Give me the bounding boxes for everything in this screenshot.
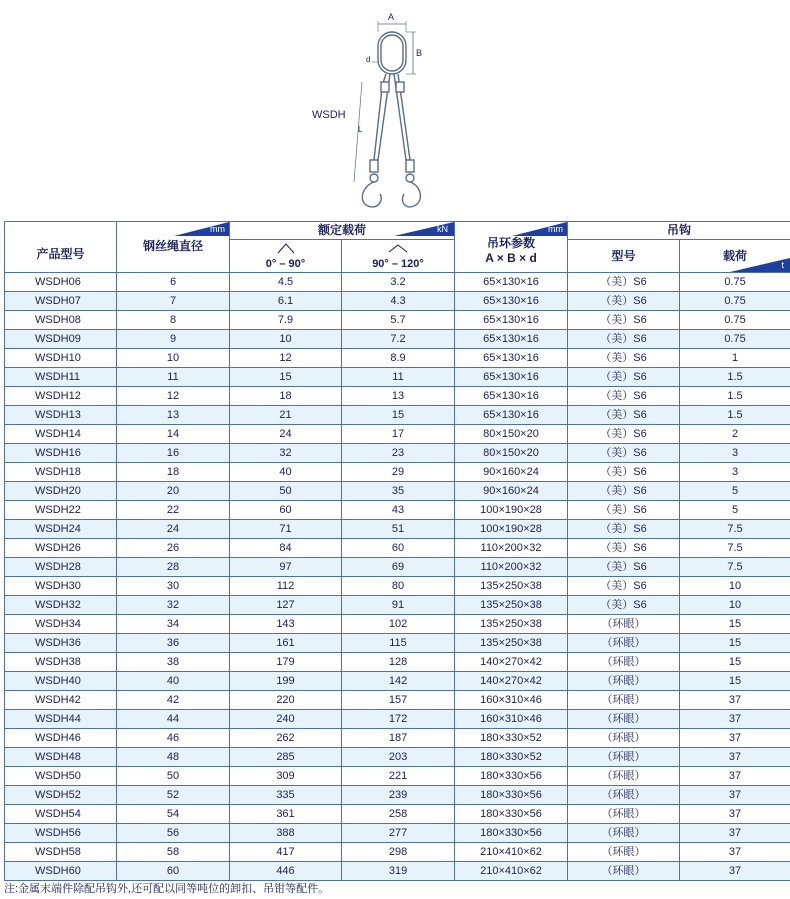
cell-hook-load: 15 [680,615,790,634]
cell-model: WSDH36 [5,634,117,653]
cell-load2: 11 [342,368,455,387]
cell-rope: 14 [117,425,230,444]
cell-model: WSDH56 [5,824,117,843]
cell-hook-load: 37 [680,767,790,786]
table-row [5,843,790,862]
table-row [5,330,790,349]
cell-model: WSDH24 [5,520,117,539]
table-row [5,653,790,672]
diagram-model-label: WSDH [312,109,346,121]
cell-hook-type: （环眼） [568,653,680,672]
header-rope-diameter: mm 钢丝绳直径 [117,222,230,273]
cell-load1: 18 [230,387,342,406]
cell-rope: 6 [117,273,230,292]
cell-model: WSDH40 [5,672,117,691]
cell-model: WSDH48 [5,748,117,767]
cell-load1: 262 [230,729,342,748]
cell-load1: 21 [230,406,342,425]
table-row [5,292,790,311]
cell-ring: 65×130×16 [455,311,568,330]
dim-b-label: B [416,48,423,58]
table-row [5,767,790,786]
cell-load1: 7.9 [230,311,342,330]
cell-rope: 44 [117,710,230,729]
cell-load2: 157 [342,691,455,710]
cell-rope: 36 [117,634,230,653]
cell-load2: 80 [342,577,455,596]
dim-d-label: d [366,55,371,64]
cell-model: WSDH38 [5,653,117,672]
cell-load1: 71 [230,520,342,539]
cell-load2: 35 [342,482,455,501]
cell-model: WSDH60 [5,862,117,881]
cell-hook-load: 37 [680,691,790,710]
cell-load2: 69 [342,558,455,577]
cell-model: WSDH26 [5,539,117,558]
header-hook-load: 载荷 t [680,240,790,273]
cell-model: WSDH11 [5,368,117,387]
cell-hook-load: 2 [680,425,790,444]
header-angle-2: 90° – 120° [342,240,455,273]
dim-a-label: A [388,12,395,22]
cell-model: WSDH09 [5,330,117,349]
cell-hook-type: （美）S6 [568,311,680,330]
cell-hook-type: （环眼） [568,843,680,862]
cell-hook-load: 15 [680,653,790,672]
cell-hook-type: （环眼） [568,805,680,824]
cell-hook-type: （美）S6 [568,501,680,520]
cell-load1: 127 [230,596,342,615]
cell-hook-load: 37 [680,786,790,805]
cell-hook-load: 10 [680,596,790,615]
cell-hook-type: （美）S6 [568,463,680,482]
cell-hook-load: 1.5 [680,387,790,406]
cell-hook-load: 5 [680,501,790,520]
cell-load1: 4.5 [230,273,342,292]
cell-ring: 160×310×46 [455,710,568,729]
cell-hook-type: （环眼） [568,634,680,653]
cell-hook-load: 5 [680,482,790,501]
cell-load1: 112 [230,577,342,596]
header-rated-load: 额定载荷 kN [230,222,455,240]
table-row [5,786,790,805]
cell-ring: 160×310×46 [455,691,568,710]
table-row [5,463,790,482]
cell-load2: 128 [342,653,455,672]
table-row [5,672,790,691]
table-row [5,824,790,843]
cell-ring: 90×160×24 [455,482,568,501]
cell-rope: 30 [117,577,230,596]
cell-hook-load: 15 [680,672,790,691]
cell-model: WSDH16 [5,444,117,463]
cell-load1: 309 [230,767,342,786]
cell-rope: 7 [117,292,230,311]
cell-hook-load: 1.5 [680,406,790,425]
cell-model: WSDH10 [5,349,117,368]
cell-load2: 51 [342,520,455,539]
footnote: 注:金属末端件除配吊钩外,还可配以同等吨位的卸扣、吊钳等配件。 [4,883,330,895]
cell-hook-load: 0.75 [680,311,790,330]
table-row [5,710,790,729]
cell-load2: 8.9 [342,349,455,368]
cell-model: WSDH13 [5,406,117,425]
table-row [5,406,790,425]
cell-ring: 140×270×42 [455,653,568,672]
cell-load2: 298 [342,843,455,862]
table-row [5,748,790,767]
cell-hook-type: （环眼） [568,786,680,805]
cell-load1: 6.1 [230,292,342,311]
cell-load1: 15 [230,368,342,387]
table-row [5,539,790,558]
cell-load1: 40 [230,463,342,482]
table-row [5,349,790,368]
cell-model: WSDH50 [5,767,117,786]
cell-rope: 48 [117,748,230,767]
cell-load1: 50 [230,482,342,501]
cell-rope: 16 [117,444,230,463]
cell-hook-load: 37 [680,748,790,767]
cell-ring: 65×130×16 [455,330,568,349]
rope-unit: mm [210,224,225,234]
cell-hook-type: （环眼） [568,615,680,634]
cell-hook-load: 3 [680,444,790,463]
cell-ring: 90×160×24 [455,463,568,482]
cell-load2: 43 [342,501,455,520]
cell-load2: 172 [342,710,455,729]
cell-model: WSDH18 [5,463,117,482]
cell-ring: 65×130×16 [455,368,568,387]
header-model: 产品型号 [5,222,117,273]
cell-load1: 446 [230,862,342,881]
cell-rope: 50 [117,767,230,786]
cell-hook-type: （环眼） [568,748,680,767]
ring-formula: A × B × d [485,251,537,265]
cell-hook-load: 7.5 [680,539,790,558]
cell-ring: 80×150×20 [455,425,568,444]
table-row [5,520,790,539]
cell-load2: 29 [342,463,455,482]
cell-load2: 7.2 [342,330,455,349]
cell-hook-load: 15 [680,634,790,653]
cell-load2: 258 [342,805,455,824]
cell-load2: 239 [342,786,455,805]
cell-ring: 100×190×28 [455,520,568,539]
cell-hook-type: （美）S6 [568,330,680,349]
cell-rope: 46 [117,729,230,748]
ring-unit: mm [548,224,564,234]
cell-rope: 11 [117,368,230,387]
cell-model: WSDH58 [5,843,117,862]
cell-model: WSDH34 [5,615,117,634]
cell-hook-load: 7.5 [680,558,790,577]
cell-ring: 110×200×32 [455,558,568,577]
cell-hook-type: （美）S6 [568,349,680,368]
cell-rope: 8 [117,311,230,330]
cell-ring: 135×250×38 [455,634,568,653]
cell-hook-type: （美）S6 [568,482,680,501]
cell-hook-type: （美）S6 [568,368,680,387]
cell-hook-load: 37 [680,824,790,843]
cell-ring: 135×250×38 [455,577,568,596]
cell-ring: 140×270×42 [455,672,568,691]
cell-load1: 361 [230,805,342,824]
cell-rope: 20 [117,482,230,501]
cell-load1: 10 [230,330,342,349]
header-angle-1: 0° – 90° [230,240,342,273]
header-hook: 吊钩 [568,222,790,240]
cell-load2: 13 [342,387,455,406]
cell-load2: 221 [342,767,455,786]
header-hook-type: 型号 [568,240,680,273]
cell-load2: 91 [342,596,455,615]
cell-hook-load: 10 [680,577,790,596]
cell-rope: 42 [117,691,230,710]
hook-unit: t [781,260,785,270]
table-row [5,501,790,520]
cell-model: WSDH42 [5,691,117,710]
cell-load1: 388 [230,824,342,843]
cell-load2: 115 [342,634,455,653]
header-ring-params: mm 吊环参数 A × B × d [455,222,568,273]
cell-hook-type: （美）S6 [568,520,680,539]
cell-load1: 335 [230,786,342,805]
cell-model: WSDH20 [5,482,117,501]
cell-rope: 10 [117,349,230,368]
cell-load1: 285 [230,748,342,767]
cell-model: WSDH07 [5,292,117,311]
cell-model: WSDH08 [5,311,117,330]
cell-rope: 12 [117,387,230,406]
table-row [5,634,790,653]
table-row [5,368,790,387]
cell-rope: 28 [117,558,230,577]
cell-model: WSDH52 [5,786,117,805]
cell-load1: 12 [230,349,342,368]
cell-hook-load: 0.75 [680,273,790,292]
cell-rope: 54 [117,805,230,824]
sling-diagram [300,10,460,215]
table-row [5,558,790,577]
angle-icon [388,241,408,255]
cell-rope: 60 [117,862,230,881]
cell-hook-type: （环眼） [568,672,680,691]
cell-ring: 65×130×16 [455,387,568,406]
table-row [5,862,790,881]
cell-hook-type: （环眼） [568,729,680,748]
table-row [5,425,790,444]
table-row [5,577,790,596]
cell-load1: 24 [230,425,342,444]
cell-load1: 84 [230,539,342,558]
cell-ring: 210×410×62 [455,862,568,881]
dim-l-label: L [358,125,363,134]
cell-model: WSDH12 [5,387,117,406]
cell-load2: 5.7 [342,311,455,330]
angle-icon [276,241,296,255]
cell-model: WSDH14 [5,425,117,444]
cell-model: WSDH46 [5,729,117,748]
cell-load1: 240 [230,710,342,729]
cell-load2: 17 [342,425,455,444]
cell-ring: 180×330×52 [455,748,568,767]
cell-load2: 319 [342,862,455,881]
cell-model: WSDH32 [5,596,117,615]
cell-hook-type: （环眼） [568,862,680,881]
cell-ring: 110×200×32 [455,539,568,558]
cell-load2: 4.3 [342,292,455,311]
cell-rope: 34 [117,615,230,634]
cell-ring: 65×130×16 [455,406,568,425]
cell-rope: 56 [117,824,230,843]
cell-hook-type: （美）S6 [568,425,680,444]
cell-rope: 24 [117,520,230,539]
cell-hook-load: 37 [680,805,790,824]
cell-load2: 23 [342,444,455,463]
cell-load1: 143 [230,615,342,634]
cell-hook-load: 37 [680,862,790,881]
cell-hook-type: （环眼） [568,710,680,729]
cell-ring: 135×250×38 [455,615,568,634]
cell-hook-type: （美）S6 [568,577,680,596]
cell-model: WSDH44 [5,710,117,729]
table-row [5,444,790,463]
cell-ring: 180×330×56 [455,805,568,824]
table-row [5,615,790,634]
cell-rope: 38 [117,653,230,672]
cell-model: WSDH30 [5,577,117,596]
cell-ring: 100×190×28 [455,501,568,520]
table-row [5,387,790,406]
cell-hook-load: 37 [680,843,790,862]
cell-hook-type: （美）S6 [568,292,680,311]
table-row [5,691,790,710]
cell-hook-load: 37 [680,710,790,729]
cell-hook-load: 0.75 [680,330,790,349]
cell-rope: 58 [117,843,230,862]
cell-hook-load: 3 [680,463,790,482]
table-row [5,273,790,292]
cell-ring: 180×330×56 [455,824,568,843]
cell-model: WSDH22 [5,501,117,520]
cell-hook-load: 1 [680,349,790,368]
cell-ring: 80×150×20 [455,444,568,463]
cell-load1: 97 [230,558,342,577]
cell-hook-type: （美）S6 [568,444,680,463]
cell-load2: 3.2 [342,273,455,292]
cell-ring: 180×330×52 [455,729,568,748]
cell-hook-type: （美）S6 [568,596,680,615]
cell-hook-load: 0.75 [680,292,790,311]
cell-hook-load: 37 [680,729,790,748]
cell-rope: 9 [117,330,230,349]
cell-rope: 26 [117,539,230,558]
load-unit: kN [437,224,449,234]
cell-load1: 220 [230,691,342,710]
cell-load2: 187 [342,729,455,748]
table-row [5,311,790,330]
cell-hook-type: （美）S6 [568,387,680,406]
cell-ring: 180×330×56 [455,767,568,786]
cell-hook-load: 7.5 [680,520,790,539]
cell-load2: 142 [342,672,455,691]
cell-ring: 210×410×62 [455,843,568,862]
cell-hook-type: （美）S6 [568,558,680,577]
cell-model: WSDH28 [5,558,117,577]
cell-hook-type: （环眼） [568,767,680,786]
cell-load2: 203 [342,748,455,767]
cell-hook-type: （美）S6 [568,406,680,425]
cell-load2: 15 [342,406,455,425]
cell-ring: 135×250×38 [455,596,568,615]
cell-hook-type: （环眼） [568,824,680,843]
table-row [5,482,790,501]
cell-hook-type: （美）S6 [568,539,680,558]
cell-rope: 32 [117,596,230,615]
cell-model: WSDH54 [5,805,117,824]
cell-load1: 179 [230,653,342,672]
cell-rope: 22 [117,501,230,520]
cell-ring: 65×130×16 [455,292,568,311]
cell-load2: 277 [342,824,455,843]
cell-hook-load: 1.5 [680,368,790,387]
cell-hook-type: （美）S6 [568,273,680,292]
cell-ring: 65×130×16 [455,273,568,292]
cell-load1: 60 [230,501,342,520]
spec-table [4,221,790,881]
table-row [5,596,790,615]
cell-load1: 199 [230,672,342,691]
cell-load1: 417 [230,843,342,862]
cell-load1: 161 [230,634,342,653]
cell-hook-type: （环眼） [568,691,680,710]
cell-rope: 40 [117,672,230,691]
cell-rope: 52 [117,786,230,805]
cell-load2: 60 [342,539,455,558]
table-row [5,805,790,824]
cell-model: WSDH06 [5,273,117,292]
cell-ring: 65×130×16 [455,349,568,368]
cell-ring: 180×330×56 [455,786,568,805]
cell-load2: 102 [342,615,455,634]
table-row [5,729,790,748]
cell-rope: 13 [117,406,230,425]
cell-rope: 18 [117,463,230,482]
cell-load1: 32 [230,444,342,463]
